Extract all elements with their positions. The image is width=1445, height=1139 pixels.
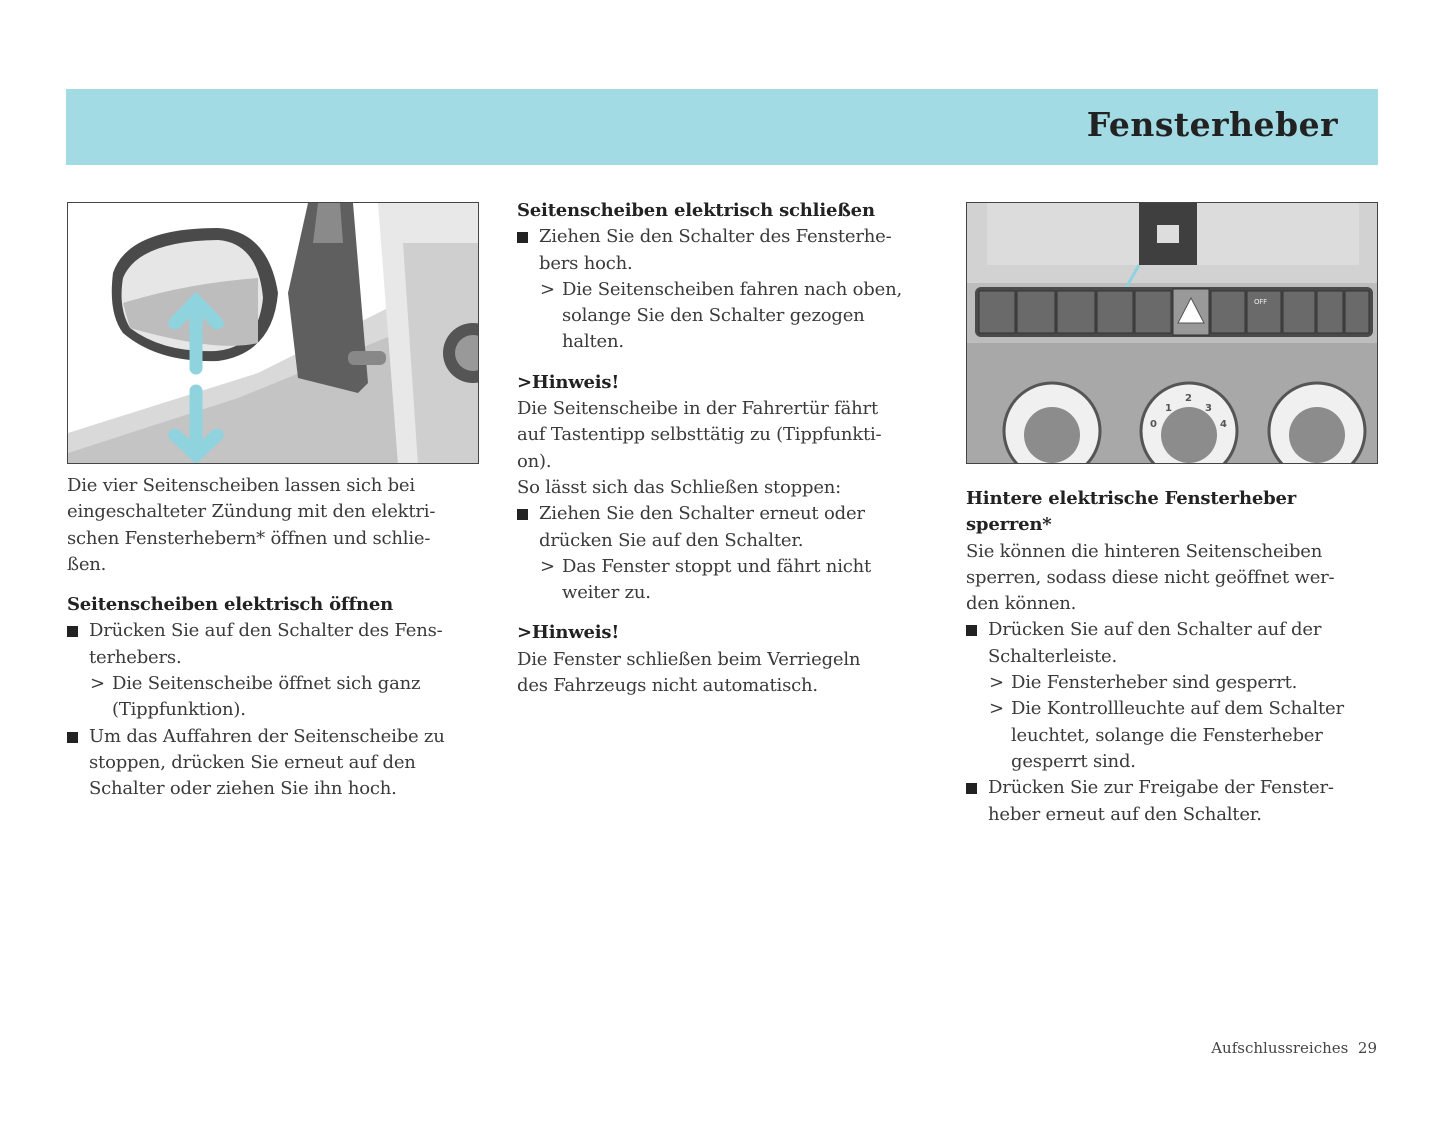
list-item-text: Drücken Sie auf den Schalter auf der Schalterleiste. (988, 619, 1322, 667)
bullet-square-icon (966, 783, 977, 794)
result-item (966, 696, 1406, 775)
bullet-square-icon (67, 732, 78, 743)
result-item (966, 670, 1406, 696)
switch-panel-illustration (966, 202, 1378, 464)
bullet-square-icon (966, 625, 977, 636)
column-3 (966, 202, 1406, 828)
dial-number: 0 (1150, 419, 1157, 430)
list-item (966, 775, 1406, 828)
result-text: Die Kontrollleuchte auf dem Schalter leuchtet, solange die Fensterheber gesperrt sind. (1011, 698, 1344, 772)
result-marker: > (989, 698, 1004, 720)
mirror-window-illustration (67, 202, 479, 464)
column-2 (517, 198, 957, 699)
section-heading-lock: Hintere elektrische Fensterheber sperren* (966, 488, 1297, 536)
result-marker: > (540, 555, 555, 577)
off-label: OFF (1254, 298, 1267, 306)
section-heading-close: Seitenscheiben elektrisch schließen (517, 200, 875, 221)
column-1 (67, 202, 507, 803)
result-text: Die Fensterheber sind gesperrt. (1011, 672, 1298, 694)
instruction-list-stop (517, 501, 957, 606)
dial-number: 4 (1220, 419, 1227, 430)
result-text: Die Seitenscheibe öffnet sich ganz (Tippfunktion). (112, 673, 421, 721)
instruction-list-close (517, 224, 957, 355)
list-item (517, 501, 957, 554)
page-footer (1211, 1039, 1377, 1057)
result-text: Die Seitenscheiben fahren nach oben, solange Sie den Schalter gezogen halten. (562, 278, 902, 353)
list-item (966, 617, 1406, 670)
list-item (67, 618, 507, 671)
stop-text: So lässt sich das Schließen stoppen: (517, 476, 842, 498)
list-item-text: Ziehen Sie den Schalter des Fensterhe- bers hoch. (539, 226, 892, 274)
bullet-square-icon (517, 232, 528, 243)
section-heading-open: Seitenscheiben elektrisch öffnen (67, 594, 394, 616)
page-title: Fensterheber (1086, 105, 1338, 144)
list-item-text: Ziehen Sie den Schalter erneut oder drücken Sie auf den Schalter. (539, 503, 865, 551)
result-text: Das Fenster stoppt und fährt nicht weiter zu. (562, 555, 872, 604)
list-item-text: Drücken Sie zur Freigabe der Fenster- heber erneut auf den Schalter. (988, 777, 1334, 825)
note-title: >Hinweis! (517, 371, 620, 393)
note-text: Die Seitenscheibe in der Fahrertür fährt auf Tastentipp selbsttätig zu (Tippfunkti- on). (517, 398, 882, 472)
dial-number: 1 (1165, 403, 1172, 414)
page-number: 29 (1357, 1039, 1377, 1057)
title-banner (66, 89, 1378, 165)
footer-section: Aufschlussreiches (1211, 1039, 1349, 1057)
result-marker: > (540, 278, 555, 300)
dial-number: 3 (1205, 403, 1212, 414)
lock-intro: Sie können die hinteren Seitenscheiben sperren, sodass diese nicht geöffnet wer- den können. (966, 540, 1335, 615)
bullet-square-icon (67, 626, 78, 637)
list-item-text: Um das Auffahren der Seitenscheibe zu stoppen, drücken Sie erneut auf den Schalter oder ziehen Sie ihn hoch. (89, 725, 445, 800)
result-marker: > (989, 672, 1004, 694)
dial-number: 2 (1185, 393, 1192, 404)
intro-paragraph: Die vier Seitenscheiben lassen sich bei eingeschalteter Zündung mit den elektri- schen Fensterhebern* öffnen und schlie- ßen. (67, 475, 436, 575)
result-marker: > (90, 673, 105, 695)
bullet-square-icon (517, 509, 528, 520)
list-item (67, 724, 507, 803)
list-item-text: Drücken Sie auf den Schalter des Fens- terhebers. (89, 620, 443, 668)
note-title: >Hinweis! (517, 622, 620, 644)
instruction-list-open (67, 618, 507, 802)
instruction-list-lock (966, 617, 1406, 827)
result-item (517, 554, 957, 607)
result-item (67, 671, 507, 724)
list-item (517, 224, 957, 277)
note-text: Die Fenster schließen beim Verriegeln des Fahrzeugs nicht automatisch. (517, 648, 861, 697)
result-item (517, 277, 957, 356)
